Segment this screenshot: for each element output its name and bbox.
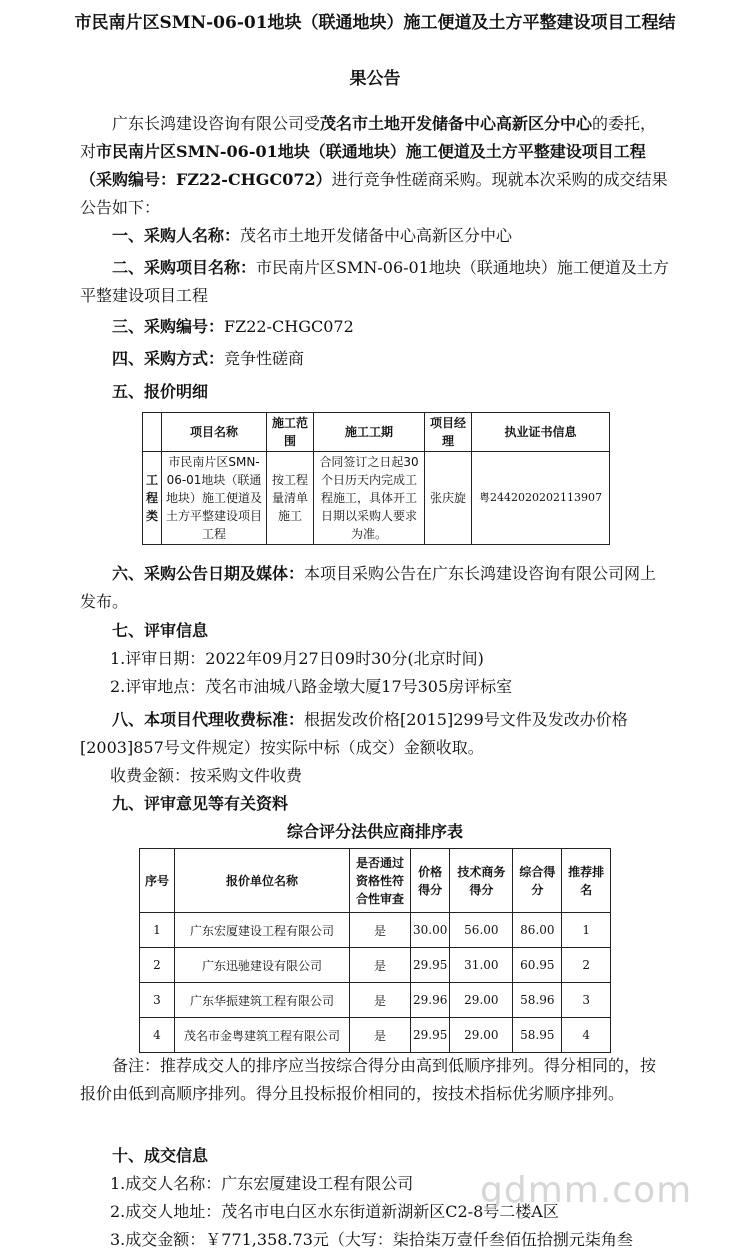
- row-label: 工程类: [143, 452, 162, 545]
- rank-col-header: 综合得分: [513, 849, 562, 913]
- review-date: 1.评审日期：2022年09月27日09时30分(北京时间): [110, 649, 484, 668]
- section-7: 七、评审信息: [112, 621, 209, 640]
- watermark: gdmm.com: [480, 1170, 693, 1211]
- section-9: 九、评审意见等有关资料: [112, 794, 289, 813]
- table-row: 3 广东华振建筑工程有限公司 是 29.96 29.00 58.96 3: [140, 983, 611, 1018]
- table-row: 4 茂名市金粤建筑工程有限公司 是 29.95 29.00 58.95 4: [140, 1018, 611, 1053]
- rank-col-header: 是否通过资格性符合性审查: [350, 849, 411, 913]
- title-line-2: 果公告: [349, 69, 401, 89]
- section-5: 五、报价明细: [112, 382, 209, 401]
- section-3: 三、采购编号：FZ22-CHGC072: [112, 317, 354, 336]
- intro-paragraph: 广东长鸿建设咨询有限公司受茂名市土地开发储备中心高新区分中心的委托，对市民南片区SMN-06-01地块（联通地块）施工便道及土方平整建设项目工程（采购编号：FZ22-CHGC072）进行竞争性磋商采购。现就本次采购的成交结果公告如下：: [80, 114, 668, 217]
- quote-table-header: [143, 413, 610, 452]
- rank-col-header: 序号: [140, 849, 175, 913]
- quote-col-header: 施工工期: [314, 413, 425, 452]
- winner-amount: 3.成交金额：￥771,358.73元（大写：柒拾柒万壹仟叁佰伍拾捌元柒角叁: [110, 1230, 633, 1249]
- quote-cell: 市民南片区SMN-06-01地块（联通地块）施工便道及土方平整建设项目工程: [162, 452, 267, 545]
- quote-cell: 张庆旋: [425, 452, 472, 545]
- quote-table: [142, 412, 610, 545]
- winner-address: 2.成交人地址：茂名市电白区水东街道新湖新区C2-8号二楼A区: [110, 1202, 559, 1221]
- review-place: 2.评审地点：茂名市油城八路金墩大厦17号305房评标室: [110, 677, 513, 696]
- quote-col-header: 项目经理: [425, 413, 472, 452]
- winner-name: 1.成交人名称：广东宏厦建设工程有限公司: [110, 1174, 414, 1193]
- note-paragraph: 备注：推荐成交人的排序应当按综合得分由高到低顺序排列。得分相同的，按报价由低到高顺序排列。得分且投标报价相同的，按技术指标优劣顺序排列。: [80, 1056, 657, 1103]
- table-row: 2 广东迅驰建设有限公司 是 29.95 31.00 60.95 2: [140, 948, 611, 983]
- quote-cell: 粤2442020202113907: [472, 452, 610, 545]
- rank-table-caption: 综合评分法供应商排序表: [286, 822, 463, 841]
- section-1: 一、采购人名称：茂名市土地开发储备中心高新区分中心: [112, 226, 513, 245]
- section-4: 四、采购方式：竞争性磋商: [112, 349, 305, 368]
- section-8: 八、本项目代理收费标准：根据发改价格[2015]299号文件及发改办价格[2003]857号文件规定）按实际中标（成交）金额收取。: [80, 710, 628, 757]
- fee-amount: 收费金额：按采购文件收费: [110, 766, 303, 785]
- section-6: 六、采购公告日期及媒体：本项目采购公告在广东长鸿建设咨询有限公司网上发布。: [80, 564, 657, 611]
- rank-table-header: [140, 849, 611, 913]
- rank-col-header: 价格得分: [411, 849, 450, 913]
- quote-table-row: [143, 452, 610, 545]
- quote-col-header: 施工范围: [267, 413, 314, 452]
- section-2: 二、采购项目名称：市民南片区SMN-06-01地块（联通地块）施工便道及土方平整建设项目工程: [80, 258, 669, 305]
- title-line-1: 市民南片区SMN-06-01地块（联通地块）施工便道及土方平整建设项目工程结: [74, 13, 676, 33]
- rank-table: [139, 848, 611, 1053]
- rank-col-header: 推荐排名: [562, 849, 611, 913]
- section-10: 十、成交信息: [112, 1146, 209, 1165]
- page-title: [0, 0, 750, 102]
- quote-col-header: 项目名称: [162, 413, 267, 452]
- table-row: 1 广东宏厦建设工程有限公司 是 30.00 56.00 86.00 1: [140, 913, 611, 948]
- rank-col-header: 技术商务得分: [450, 849, 513, 913]
- quote-col-header: 执业证书信息: [472, 413, 610, 452]
- quote-cell: 合同签订之日起30个日历天内完成工程施工，具体开工日期以采购人要求为准。: [314, 452, 425, 545]
- quote-cell: 按工程量清单施工: [267, 452, 314, 545]
- rank-col-header: 报价单位名称: [175, 849, 350, 913]
